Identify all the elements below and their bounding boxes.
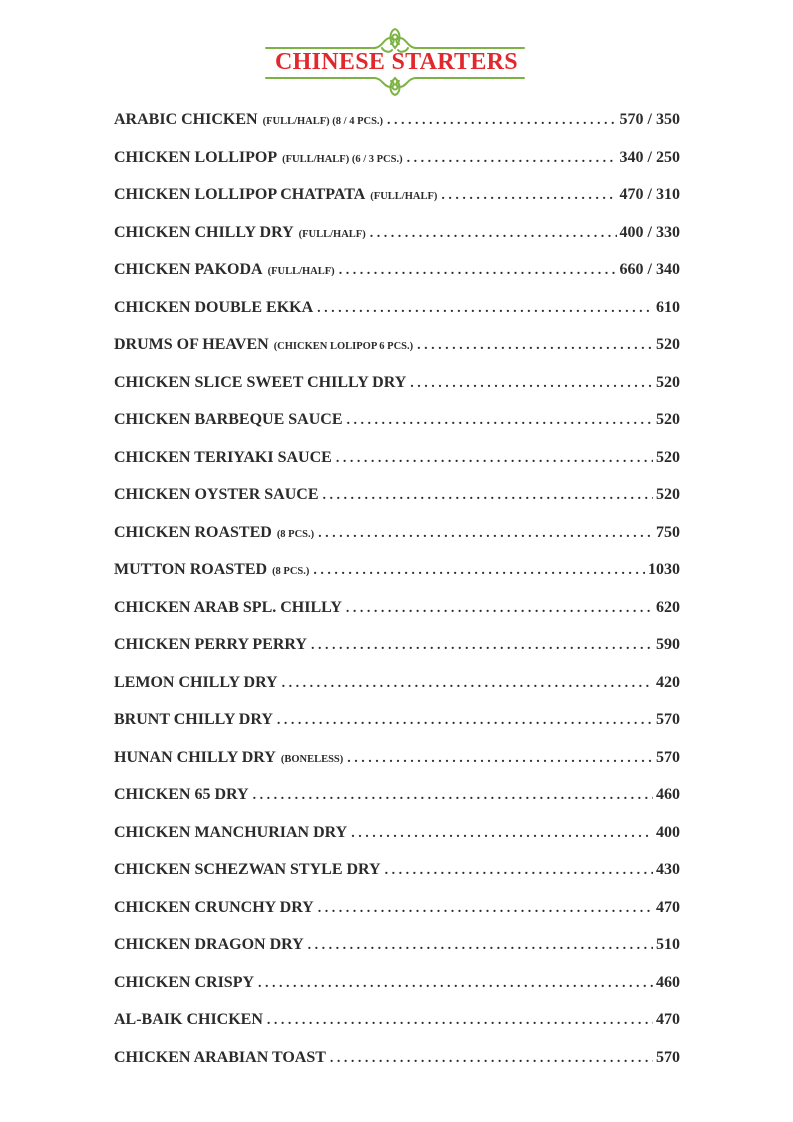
menu-item	[114, 821, 680, 859]
item-price: 520	[656, 336, 680, 353]
menu-item	[114, 296, 680, 334]
menu-item	[114, 221, 680, 259]
item-portion-note: (8 PCS.)	[272, 566, 310, 577]
item-price: 470	[656, 1011, 680, 1028]
item-price: 660 / 340	[619, 261, 680, 278]
menu-item	[114, 671, 680, 709]
item-name: CHICKEN ARAB SPL. CHILLY	[114, 598, 342, 616]
item-price: 620	[656, 598, 680, 616]
item-name: CHICKEN PERRY PERRY	[114, 636, 307, 653]
menu-item	[114, 146, 680, 184]
item-price: 590	[656, 636, 680, 653]
item-name: ARABIC CHICKEN	[114, 111, 258, 128]
dot-leader	[370, 222, 617, 246]
dot-leader	[330, 1047, 653, 1071]
menu-item	[114, 933, 680, 971]
item-price: 340 / 250	[619, 148, 680, 166]
dot-leader	[441, 184, 616, 208]
menu-item	[114, 108, 680, 146]
section-header	[0, 22, 793, 92]
item-price: 460	[656, 973, 680, 991]
dot-leader	[410, 372, 653, 396]
item-name: CHICKEN CRUNCHY DRY	[114, 898, 314, 916]
item-price: 570	[656, 711, 680, 728]
dot-leader	[347, 747, 653, 771]
item-price: 750	[656, 523, 680, 541]
item-name: CHICKEN OYSTER SAUCE	[114, 486, 319, 503]
page-title: CHINESE STARTERS	[275, 49, 518, 75]
item-name: BRUNT CHILLY DRY	[114, 711, 273, 728]
item-portion-note: (BONELESS)	[280, 753, 344, 765]
menu-item	[114, 1008, 680, 1046]
item-name: CHICKEN MANCHURIAN DRY	[114, 823, 348, 841]
item-portion-note: (FULL/HALF)	[267, 266, 335, 277]
item-name: CHICKEN CHILLY DRY	[114, 223, 294, 241]
item-price: 400	[656, 823, 680, 841]
dot-leader	[336, 447, 653, 471]
dot-leader	[308, 934, 653, 958]
menu-item	[114, 746, 680, 784]
menu-item	[114, 446, 680, 484]
item-price: 470	[656, 898, 680, 916]
item-name: CHICKEN 65 DRY	[114, 786, 249, 803]
item-name: CHICKEN ARABIAN TOAST	[114, 1048, 326, 1066]
dot-leader	[385, 859, 653, 883]
dot-leader	[339, 259, 617, 283]
item-name: MUTTON ROASTED	[114, 561, 268, 578]
item-price: 520	[656, 373, 680, 391]
item-price: 1030	[648, 561, 680, 578]
dot-leader	[317, 297, 653, 321]
dot-leader	[351, 822, 653, 846]
dot-leader	[282, 672, 653, 696]
item-price: 400 / 330	[619, 223, 680, 241]
item-price: 520	[656, 411, 680, 428]
dot-leader	[346, 409, 653, 433]
item-name: AL-BAIK CHICKEN	[114, 1011, 263, 1028]
item-price: 610	[656, 298, 680, 316]
item-portion-note: (FULL/HALF)	[298, 228, 366, 240]
menu-item	[114, 483, 680, 521]
menu-item	[114, 408, 680, 446]
item-name: CHICKEN ROASTED	[114, 523, 272, 541]
item-name: CHICKEN CRISPY	[114, 973, 255, 991]
item-name: CHICKEN DOUBLE EKKA	[114, 298, 314, 316]
menu-item	[114, 558, 680, 596]
menu-item	[114, 371, 680, 409]
dot-leader	[253, 784, 653, 808]
item-name: HUNAN CHILLY DRY	[114, 748, 276, 766]
item-portion-note: (8 PCS.)	[276, 528, 315, 540]
flourish-bottom-ornament	[264, 74, 526, 98]
dot-leader	[258, 972, 653, 996]
menu-item	[114, 858, 680, 896]
item-name: CHICKEN PAKODA	[114, 261, 263, 278]
item-name: CHICKEN TERIYAKI SAUCE	[114, 448, 332, 466]
item-name: CHICKEN SLICE SWEET CHILLY DRY	[114, 373, 407, 391]
menu-item	[114, 333, 680, 371]
item-price: 520	[656, 486, 680, 503]
dot-leader	[318, 897, 653, 921]
dot-leader	[313, 559, 645, 583]
menu-item	[114, 1046, 680, 1084]
item-portion-note: (FULL/HALF) (6 / 3 PCS.)	[282, 153, 403, 165]
item-name: LEMON CHILLY DRY	[114, 673, 278, 691]
item-price: 570	[656, 748, 680, 766]
item-name: CHICKEN BARBEQUE SAUCE	[114, 411, 343, 428]
item-portion-note: (CHICKEN LOLIPOP 6 PCS.)	[273, 341, 414, 352]
menu-item	[114, 183, 680, 221]
dot-leader	[322, 484, 653, 508]
dot-leader	[407, 147, 617, 171]
dot-leader	[346, 597, 653, 621]
item-name: DRUMS OF HEAVEN	[114, 336, 269, 353]
dot-leader	[387, 109, 617, 133]
item-portion-note: (FULL/HALF)	[370, 191, 438, 202]
dot-leader	[311, 634, 653, 658]
item-portion-note: (FULL/HALF) (8 / 4 PCS.)	[262, 116, 384, 127]
item-price: 470 / 310	[619, 186, 680, 203]
dot-leader	[318, 522, 653, 546]
item-price: 510	[656, 936, 680, 953]
menu-item	[114, 258, 680, 296]
menu-item	[114, 521, 680, 559]
dot-leader	[277, 709, 653, 733]
item-price: 570	[656, 1048, 680, 1066]
item-price: 570 / 350	[619, 111, 680, 128]
item-price: 430	[656, 861, 680, 878]
menu-item	[114, 708, 680, 746]
item-name: CHICKEN DRAGON DRY	[114, 936, 304, 953]
dot-leader	[267, 1009, 653, 1033]
item-price: 460	[656, 786, 680, 803]
item-name: CHICKEN SCHEZWAN STYLE DRY	[114, 861, 381, 878]
item-name: CHICKEN LOLLIPOP	[114, 148, 278, 166]
item-price: 520	[656, 448, 680, 466]
item-price: 420	[656, 673, 680, 691]
menu-item	[114, 596, 680, 634]
dot-leader	[417, 334, 653, 358]
menu-list	[114, 108, 680, 1083]
menu-item	[114, 971, 680, 1009]
menu-item	[114, 633, 680, 671]
menu-item	[114, 783, 680, 821]
item-name: CHICKEN LOLLIPOP CHATPATA	[114, 186, 366, 203]
menu-item	[114, 896, 680, 934]
